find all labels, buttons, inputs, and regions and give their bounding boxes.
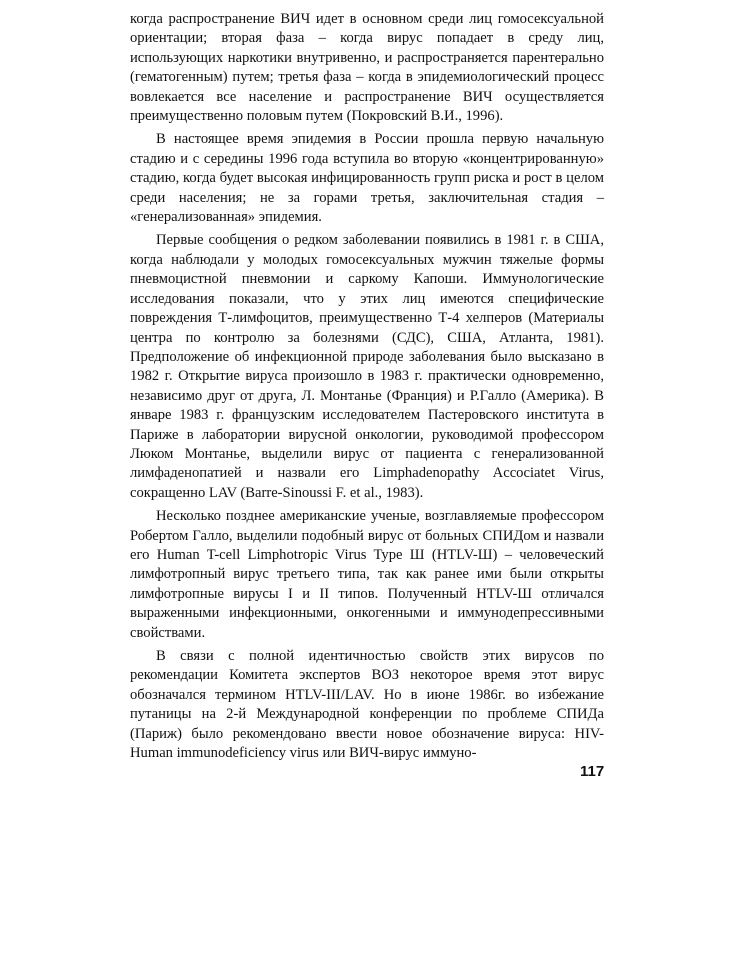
page-body: [130, 10, 604, 767]
paragraph-2: В настоящее время эпидемия в России прошла первую начальную стадию и с середины 1996 года вступила во вторую «концентрированную» стадию, когда будет высокая инфицированность групп риска и рост в целом среди населения; не за горами третья, заключительная стадия – «генерализованная» эпидемия.: [130, 131, 604, 226]
paragraph-3: Первые сообщения о редком заболевании появились в 1981 г. в США, когда наблюдали у молодых гомосексуальных мужчин тяжелые формы пневмоцистной пневмонии и саркому Капоши. Иммунологические исследования показали, что у этих лиц имеются специфические повреждения Т-лимфоцитов, преимущественно Т-4 хелперов (Материалы центра по контролю за болезнями (СДС), США, Атланта, 1981). Предположение об инфекционной природе заболевания было высказано в 1982 г. Открытие вируса произошло в 1983 г. практически одновременно, независимо друг от друга, Л. Монтанье (Франция) и Р.Галло (Америка). В январе 1983 г. французским исследователем Пастеровского института в Париже в лаборатории вирусной онкологии, руководимой профессором Люком Монтанье, выделили вирус от пациента с генерализованной лимфаденопатией и назвали его Limphadenopathy Accociatet Virus, сокращенно LAV (Barre-Sinoussi F. et al., 1983).: [130, 232, 604, 501]
paragraph-5: В связи с полной идентичностью свойств этих вирусов по рекомендации Комитета экспертов ВОЗ некоторое время этот вирус обозначался термином HTLV-III/LAV. Но в июне 1986г. во избежание путаницы на 2-й Международной конференции по проблеме СПИДа (Париж) было рекомендовано ввести новое обозначение вируса: HIV-Human immunodeficiency virus или ВИЧ-вирус иммуно-: [130, 648, 604, 762]
paragraph-4: Несколько позднее американские ученые, возглавляемые профессором Робертом Галло, выделили подобный вирус от больных СПИДом и назвали его Human T-cell Limphotropic Virus Type Ш (HTLV-Ш) – человеческий лимфотропный вирус третьего типа, так как ранее ими были открыты лимфотропные вирусы I и II типов. Полученный HTLV-Ш отличался выраженными инфекционными, онкогенными и иммунодепрессивными свойствами.: [130, 508, 604, 641]
page-number: 117: [580, 763, 605, 780]
paragraph-1: когда распространение ВИЧ идет в основном среди лиц гомосексуальной ориентации; вторая фаза – когда вирус попадает в среду лиц, использующих наркотики внутривенно, и распространяется парентерально (гематогенным) путем; третья фаза – когда в эпидемиологический процесс вовлекается все население и распространение ВИЧ осуществляется преимущественно половым путем (Покровский В.И., 1996).: [130, 11, 604, 125]
